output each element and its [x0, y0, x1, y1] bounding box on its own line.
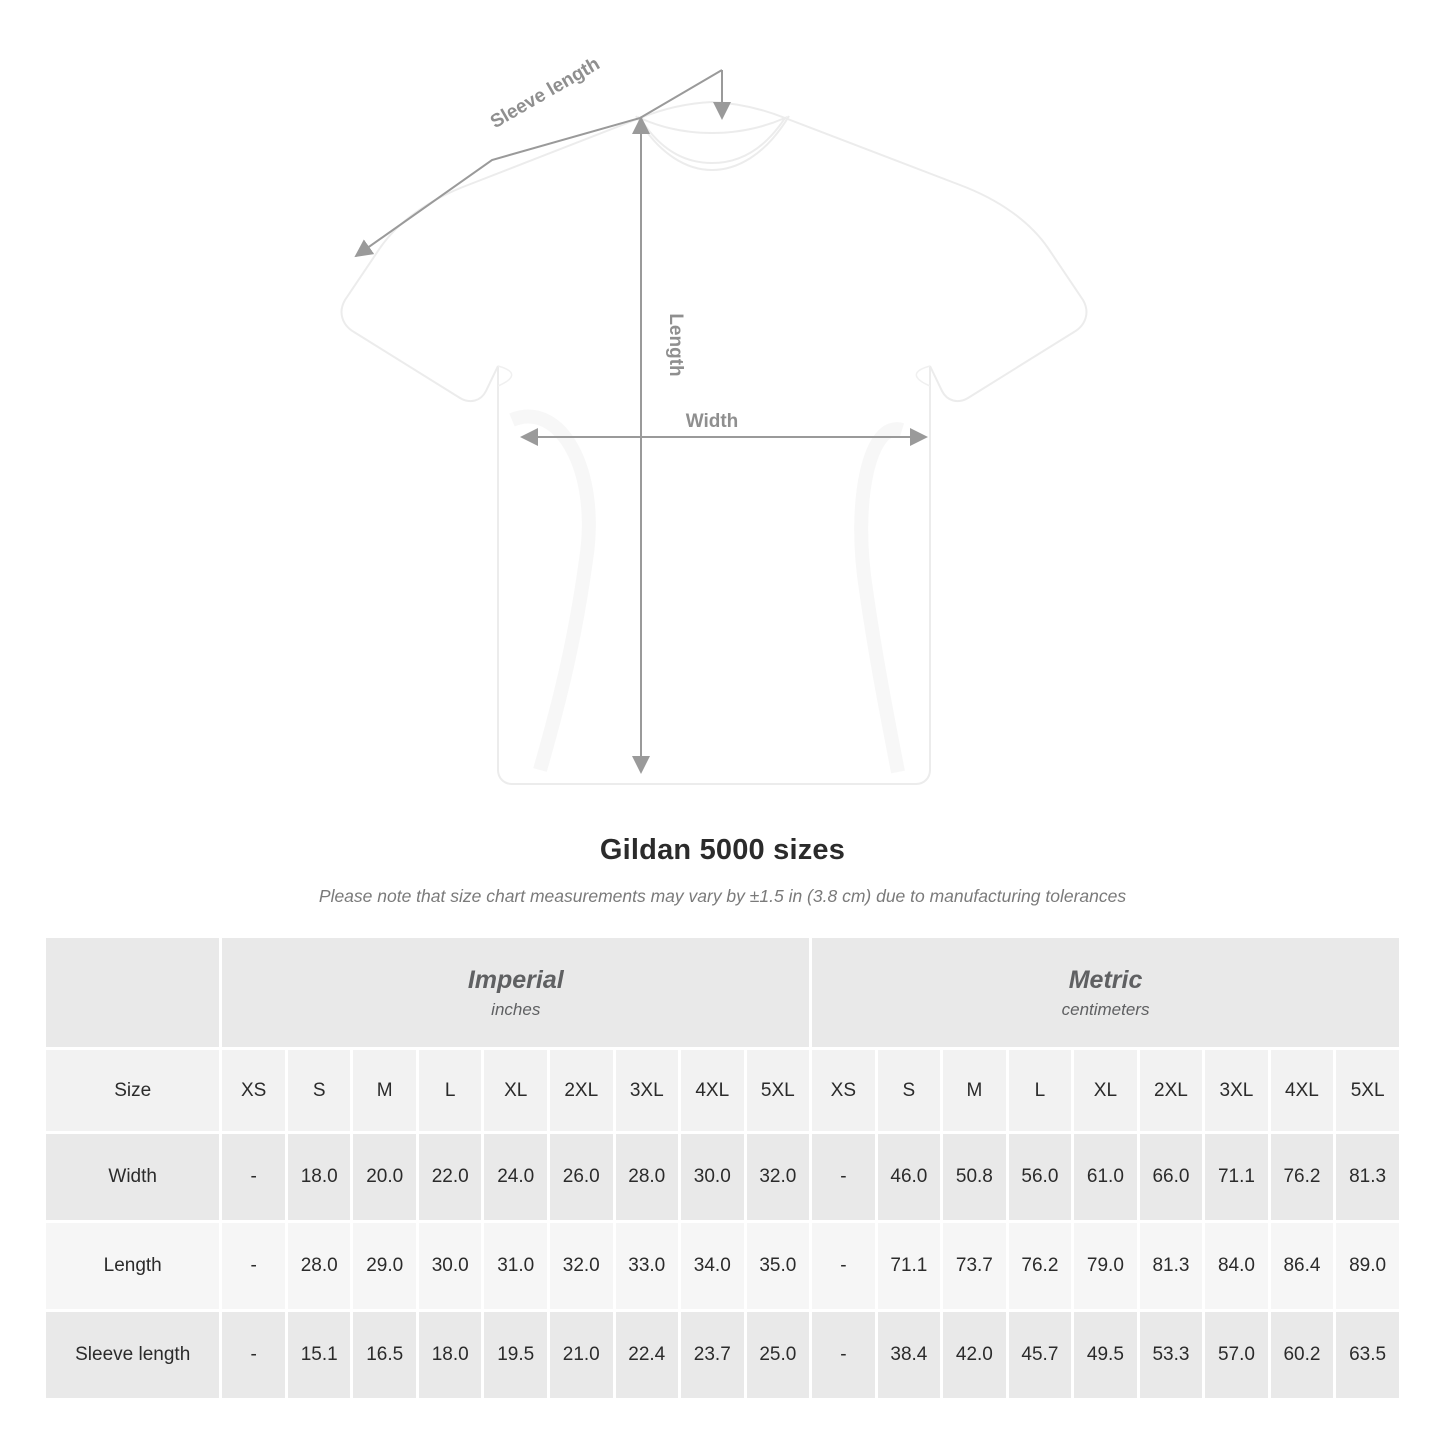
table-row [45, 1311, 1401, 1400]
size-col-imp-6: 3XL [614, 1049, 680, 1133]
size-col-met-5: 2XL [1138, 1049, 1204, 1133]
cell-width-met-8: 81.3 [1335, 1133, 1401, 1222]
unit-header-row [45, 937, 1401, 1049]
cell-length-met-2: 73.7 [942, 1222, 1008, 1311]
cell-sleeve-imp-7: 23.7 [680, 1311, 746, 1400]
title-block [0, 834, 1445, 907]
tolerance-note: Please note that size chart measurements may vary by ±1.5 in (3.8 cm) due to manufacturing tolerances [318, 886, 1127, 906]
cell-width-imp-1: 18.0 [286, 1133, 352, 1222]
cell-width-imp-8: 32.0 [745, 1133, 811, 1222]
size-col-met-4: XL [1073, 1049, 1139, 1133]
size-col-imp-2: M [352, 1049, 418, 1133]
cell-sleeve-imp-3: 18.0 [417, 1311, 483, 1400]
cell-width-met-3: 56.0 [1007, 1133, 1073, 1222]
cell-width-met-1: 46.0 [876, 1133, 942, 1222]
size-col-imp-7: 4XL [680, 1049, 746, 1133]
unit-group-imperial [221, 937, 811, 1049]
size-col-imp-0: XS [221, 1049, 287, 1133]
cell-length-imp-3: 30.0 [417, 1222, 483, 1311]
cell-sleeve-met-4: 49.5 [1073, 1311, 1139, 1400]
cell-length-imp-5: 32.0 [548, 1222, 614, 1311]
table-row [45, 1222, 1401, 1311]
cell-length-imp-4: 31.0 [483, 1222, 549, 1311]
cell-length-imp-1: 28.0 [286, 1222, 352, 1311]
unit-group-metric [811, 937, 1401, 1049]
tshirt-shape [342, 102, 1087, 784]
size-col-imp-1: S [286, 1049, 352, 1133]
cell-width-met-5: 66.0 [1138, 1133, 1204, 1222]
cell-width-met-2: 50.8 [942, 1133, 1008, 1222]
size-col-met-7: 4XL [1269, 1049, 1335, 1133]
cell-sleeve-imp-8: 25.0 [745, 1311, 811, 1400]
size-col-met-8: 5XL [1335, 1049, 1401, 1133]
cell-length-met-8: 89.0 [1335, 1222, 1401, 1311]
width-label: Width [685, 411, 739, 432]
size-col-met-0: XS [811, 1049, 877, 1133]
page-title: Gildan 5000 sizes [599, 834, 846, 866]
sleeve-length-label: Sleeve length [486, 53, 604, 133]
cell-sleeve-imp-1: 15.1 [286, 1311, 352, 1400]
size-col-met-6: 3XL [1204, 1049, 1270, 1133]
cell-length-met-0: - [811, 1222, 877, 1311]
cell-width-met-6: 71.1 [1204, 1133, 1270, 1222]
cell-sleeve-imp-5: 21.0 [548, 1311, 614, 1400]
unit-sub-imperial: inches [491, 1000, 541, 1020]
size-col-met-2: M [942, 1049, 1008, 1133]
size-table [43, 935, 1402, 1401]
row-label-sleeve-length: Sleeve length [45, 1311, 221, 1400]
cell-width-imp-7: 30.0 [680, 1133, 746, 1222]
size-col-imp-8: 5XL [745, 1049, 811, 1133]
cell-sleeve-met-7: 60.2 [1269, 1311, 1335, 1400]
cell-sleeve-met-3: 45.7 [1007, 1311, 1073, 1400]
row-label-width: Width [45, 1133, 221, 1222]
cell-length-met-6: 84.0 [1204, 1222, 1270, 1311]
length-label: Length [665, 313, 686, 377]
size-col-imp-5: 2XL [548, 1049, 614, 1133]
cell-width-imp-4: 24.0 [483, 1133, 549, 1222]
unit-header-spacer [45, 937, 221, 1049]
cell-length-met-4: 79.0 [1073, 1222, 1139, 1311]
size-col-met-3: L [1007, 1049, 1073, 1133]
cell-width-imp-6: 28.0 [614, 1133, 680, 1222]
cell-sleeve-met-8: 63.5 [1335, 1311, 1401, 1400]
size-col-imp-3: L [417, 1049, 483, 1133]
cell-width-imp-2: 20.0 [352, 1133, 418, 1222]
size-col-met-1: S [876, 1049, 942, 1133]
unit-name-metric: Metric [1068, 965, 1143, 994]
cell-sleeve-imp-0: - [221, 1311, 287, 1400]
cell-width-met-7: 76.2 [1269, 1133, 1335, 1222]
cell-length-met-1: 71.1 [876, 1222, 942, 1311]
row-label-length: Length [45, 1222, 221, 1311]
cell-sleeve-imp-4: 19.5 [483, 1311, 549, 1400]
cell-length-imp-0: - [221, 1222, 287, 1311]
cell-sleeve-met-1: 38.4 [876, 1311, 942, 1400]
cell-length-imp-6: 33.0 [614, 1222, 680, 1311]
size-header-row [45, 1049, 1401, 1133]
cell-length-met-7: 86.4 [1269, 1222, 1335, 1311]
cell-width-imp-5: 26.0 [548, 1133, 614, 1222]
cell-width-imp-0: - [221, 1133, 287, 1222]
cell-length-imp-7: 34.0 [680, 1222, 746, 1311]
cell-length-met-5: 81.3 [1138, 1222, 1204, 1311]
cell-sleeve-imp-2: 16.5 [352, 1311, 418, 1400]
unit-sub-metric: centimeters [1061, 1000, 1150, 1020]
cell-width-met-4: 61.0 [1073, 1133, 1139, 1222]
cell-sleeve-imp-6: 22.4 [614, 1311, 680, 1400]
cell-width-imp-3: 22.0 [417, 1133, 483, 1222]
table-row [45, 1133, 1401, 1222]
cell-sleeve-met-2: 42.0 [942, 1311, 1008, 1400]
unit-name-imperial: Imperial [467, 965, 564, 994]
size-col-imp-4: XL [483, 1049, 549, 1133]
size-header-label: Size [45, 1049, 221, 1133]
cell-length-met-3: 76.2 [1007, 1222, 1073, 1311]
cell-length-imp-8: 35.0 [745, 1222, 811, 1311]
cell-sleeve-met-0: - [811, 1311, 877, 1400]
cell-length-imp-2: 29.0 [352, 1222, 418, 1311]
cell-sleeve-met-5: 53.3 [1138, 1311, 1204, 1400]
cell-sleeve-met-6: 57.0 [1204, 1311, 1270, 1400]
cell-width-met-0: - [811, 1133, 877, 1222]
size-table-wrapper [43, 935, 1402, 1401]
